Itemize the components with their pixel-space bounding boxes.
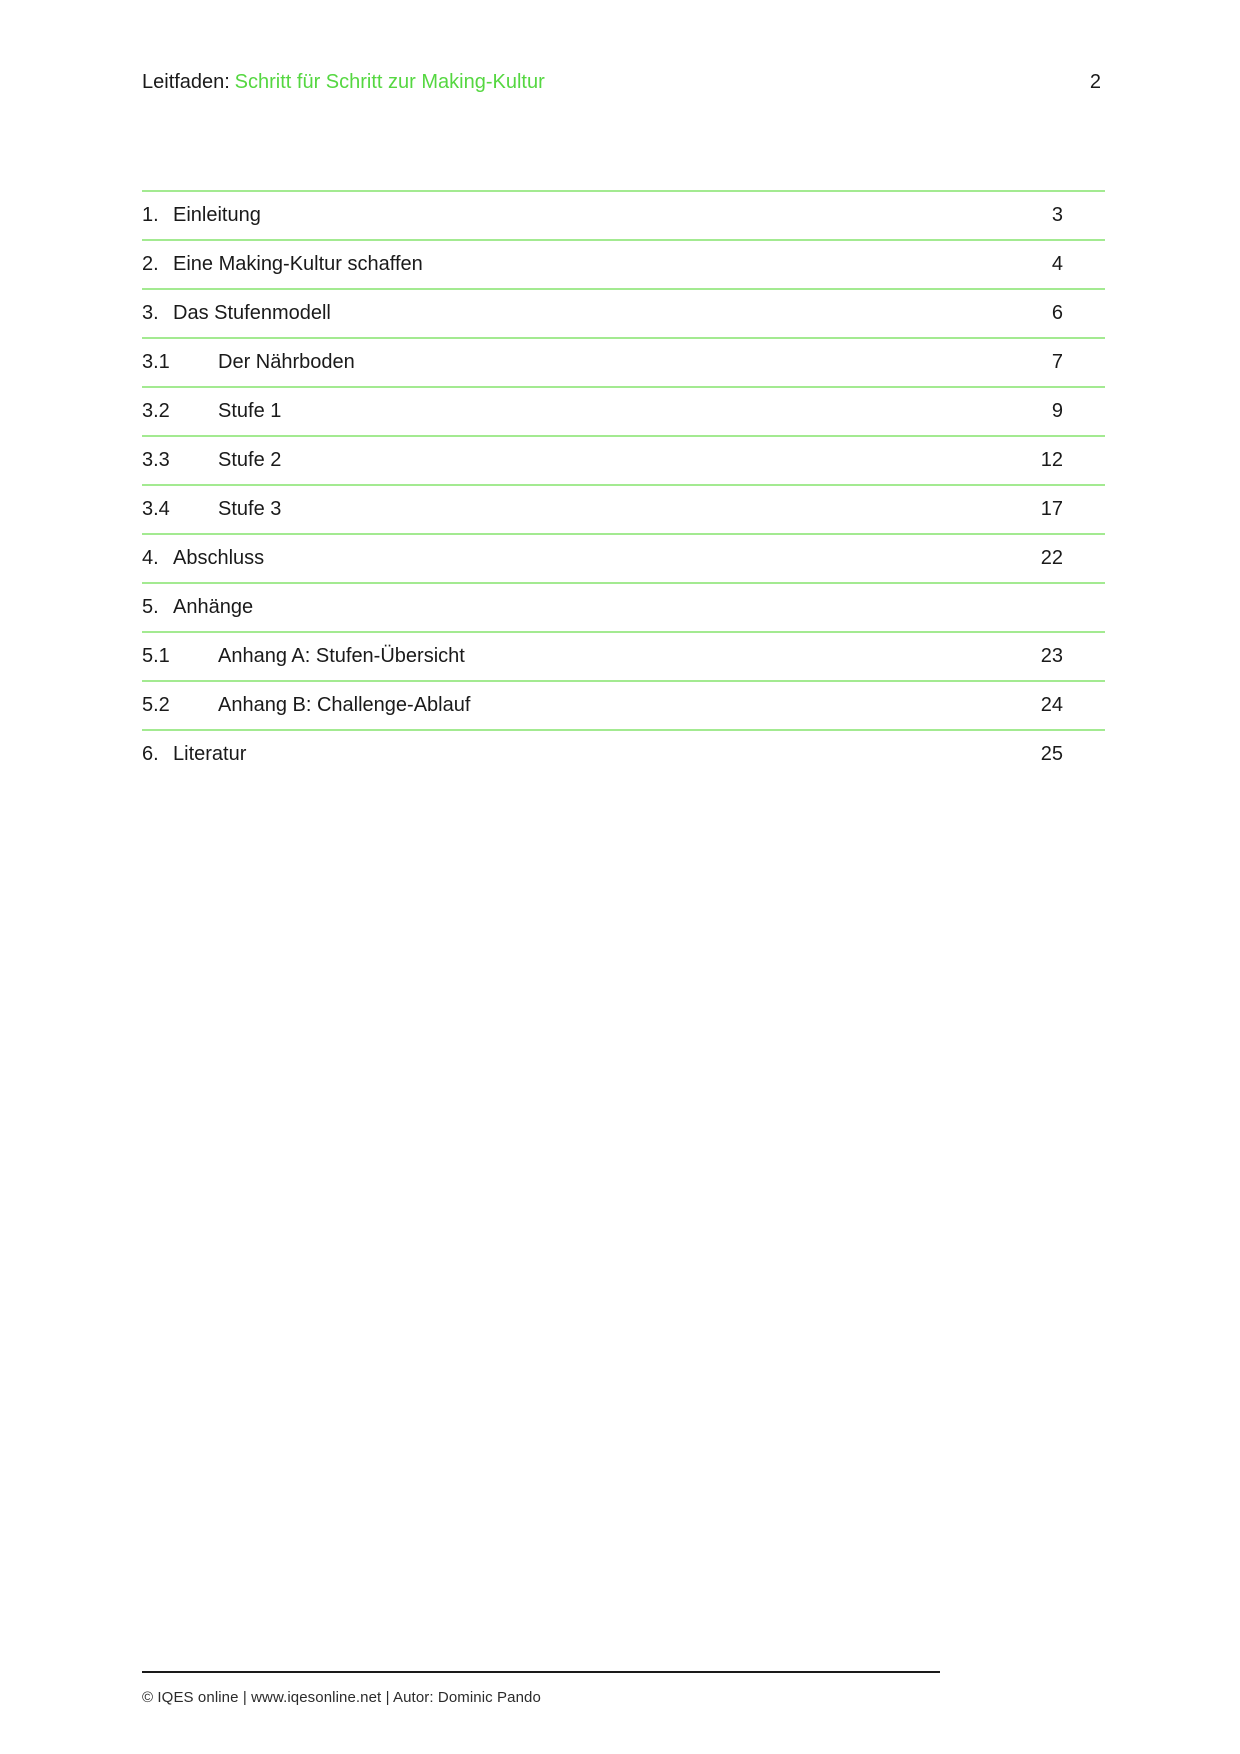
toc-entry-label: Einleitung xyxy=(173,204,261,226)
footer-copyright-text: © IQES online | www.iqesonline.net | Autor: Dominic Pando xyxy=(142,1689,541,1706)
toc-entry-number: 5. xyxy=(142,596,159,618)
toc-entry[interactable] xyxy=(142,680,1105,729)
toc-entry-label: Anhang B: Challenge-Ablauf xyxy=(218,694,471,716)
toc-entry-page-number: 9 xyxy=(1051,400,1063,422)
toc-entry-label: Abschluss xyxy=(173,547,265,569)
toc-entry-label: Anhang A: Stufen-Übersicht xyxy=(218,645,465,667)
toc-entry-number: 3.4 xyxy=(142,498,170,520)
toc-entry-page-number: 3 xyxy=(1051,204,1063,226)
toc-entry[interactable] xyxy=(142,386,1105,435)
document-title-prefix: Leitfaden: xyxy=(142,71,230,93)
toc-entry-number: 5.1 xyxy=(142,645,170,667)
toc-entry-page-number: 24 xyxy=(1040,694,1063,716)
toc-entry-label: Das Stufenmodell xyxy=(173,302,331,324)
toc-entry[interactable] xyxy=(142,288,1105,337)
page-header xyxy=(142,68,1105,96)
toc-entry-label: Stufe 1 xyxy=(218,400,282,422)
toc-entry[interactable] xyxy=(142,484,1105,533)
toc-entry-label: Stufe 3 xyxy=(218,498,282,520)
toc-entry-number: 5.2 xyxy=(142,694,170,716)
toc-entry-number: 6. xyxy=(142,743,159,765)
toc-entry-page-number: 7 xyxy=(1051,351,1063,373)
footer-divider xyxy=(142,1671,940,1673)
toc-entry-number: 3.1 xyxy=(142,351,170,373)
toc-entry-page-number: 25 xyxy=(1040,743,1063,765)
toc-entry-page-number: 22 xyxy=(1040,547,1063,569)
page-footer xyxy=(142,1671,1105,1706)
toc-entry[interactable] xyxy=(142,435,1105,484)
toc-entry-number: 4. xyxy=(142,547,159,569)
toc-entry[interactable] xyxy=(142,239,1105,288)
toc-entry[interactable] xyxy=(142,582,1105,631)
document-title xyxy=(142,68,545,96)
toc-entry-label: Literatur xyxy=(173,743,247,765)
toc-entry[interactable] xyxy=(142,533,1105,582)
toc-entry-number: 3.3 xyxy=(142,449,170,471)
toc-entry-number: 3. xyxy=(142,302,159,324)
toc-entry[interactable] xyxy=(142,337,1105,386)
toc-entry-number: 3.2 xyxy=(142,400,170,422)
toc-entry-page-number: 17 xyxy=(1040,498,1063,520)
toc-entry-page-number: 12 xyxy=(1040,449,1063,471)
toc-entry-number: 2. xyxy=(142,253,159,275)
toc-entry[interactable] xyxy=(142,631,1105,680)
toc-entry-label: Stufe 2 xyxy=(218,449,282,471)
toc-entry-label: Der Nährboden xyxy=(218,351,355,373)
toc-entry[interactable] xyxy=(142,190,1105,239)
toc-entry-page-number: 23 xyxy=(1040,645,1063,667)
table-of-contents xyxy=(142,190,1105,778)
toc-entry[interactable] xyxy=(142,729,1105,778)
toc-entry-page-number: 4 xyxy=(1051,253,1063,275)
document-title-highlight: Schritt für Schritt zur Making-Kultur xyxy=(234,71,545,93)
header-page-number: 2 xyxy=(1089,71,1101,93)
toc-entry-number: 1. xyxy=(142,204,159,226)
toc-entry-label: Anhänge xyxy=(173,596,254,618)
toc-entry-label: Eine Making-Kultur schaffen xyxy=(173,253,423,275)
toc-entry-page-number: 6 xyxy=(1051,302,1063,324)
